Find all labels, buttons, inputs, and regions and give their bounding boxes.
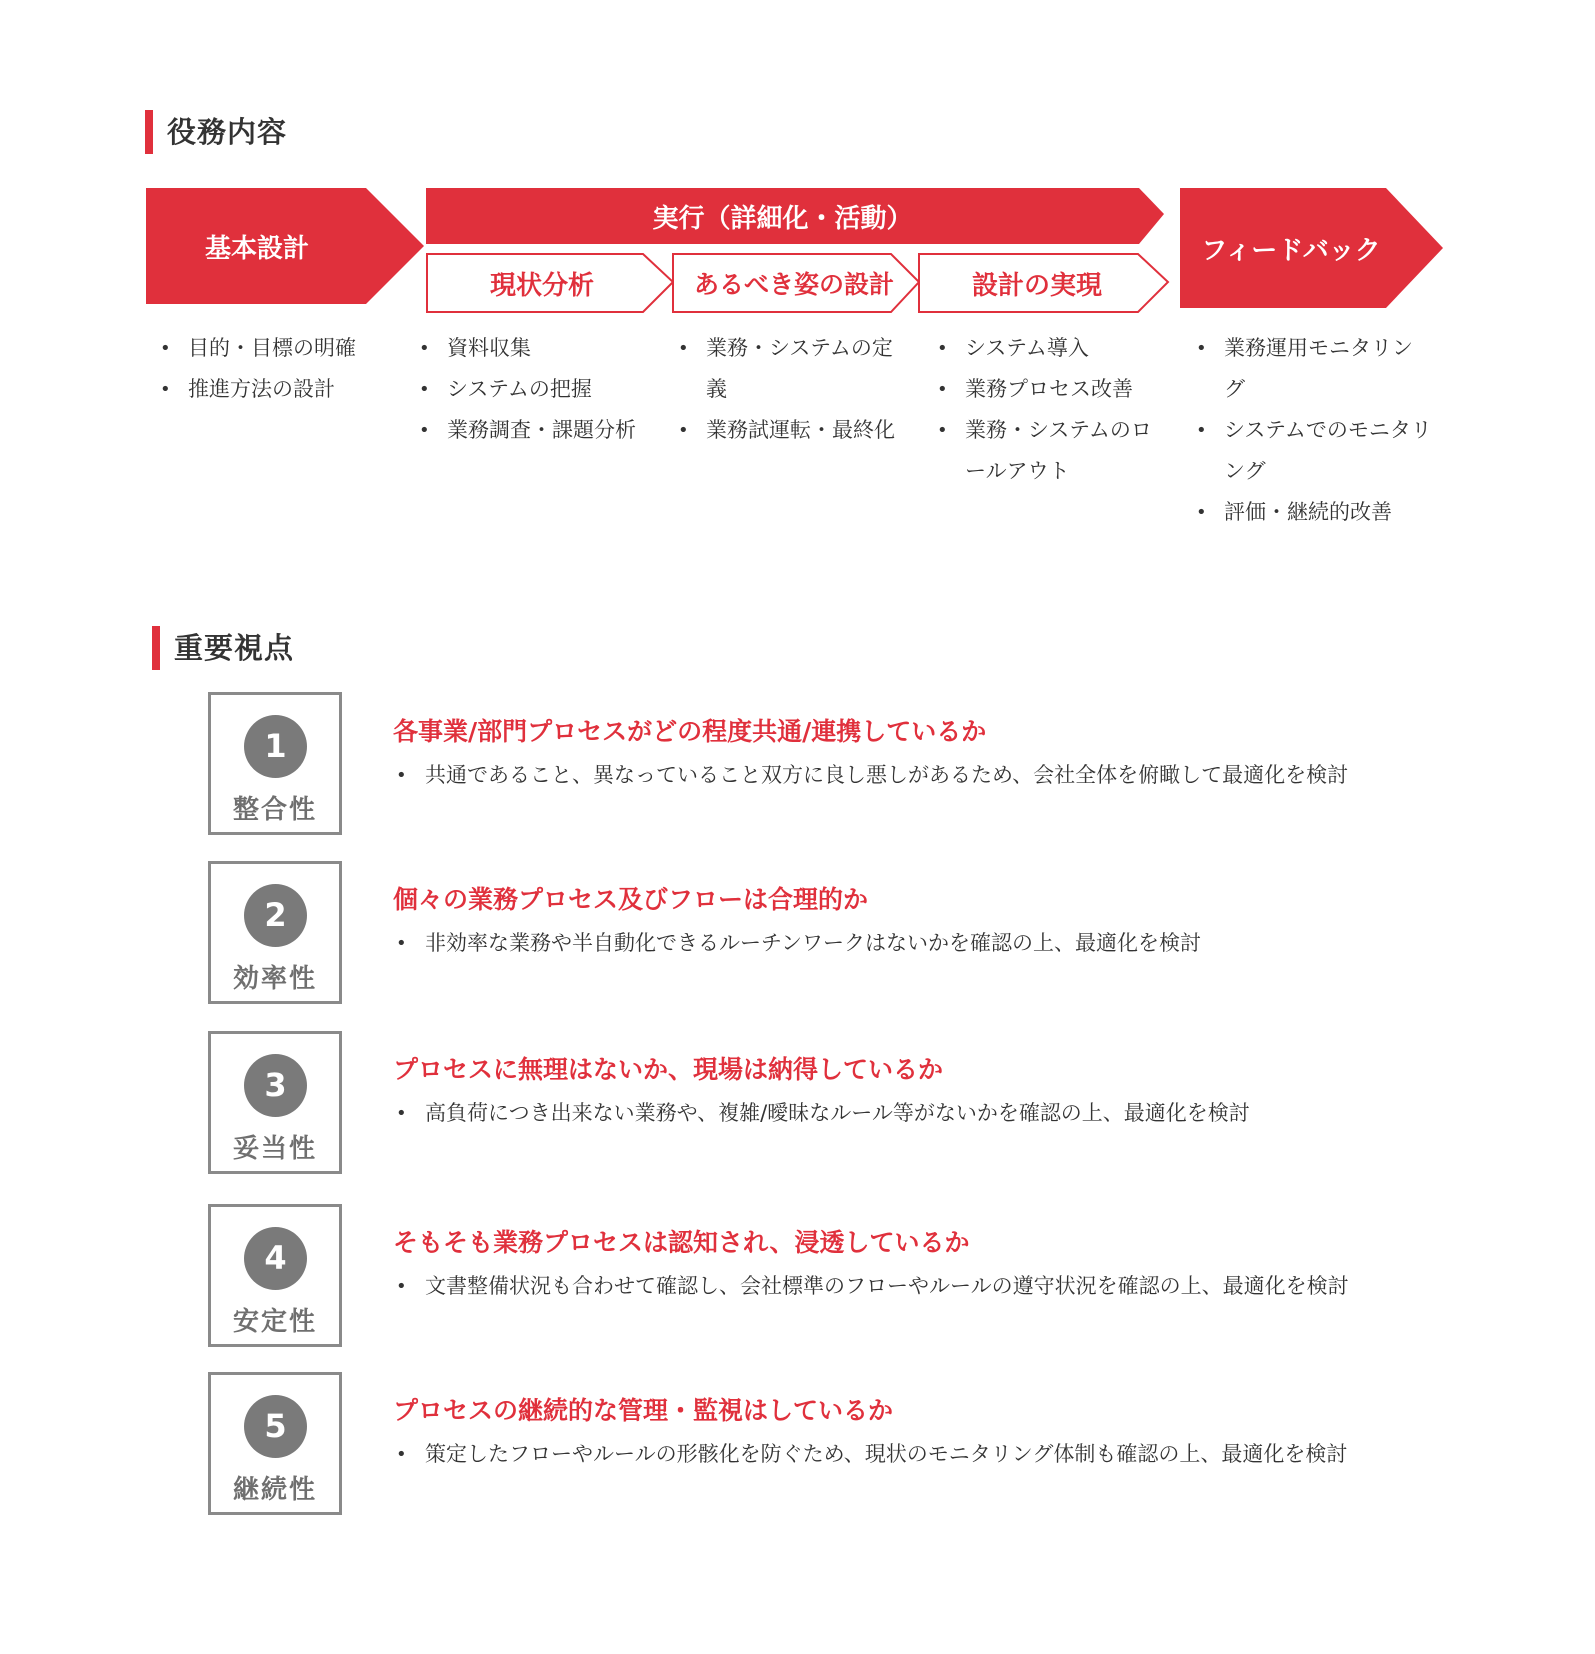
execution-label: 実行（詳細化・活動） bbox=[652, 203, 913, 234]
point-label: 安定性 bbox=[232, 1307, 317, 1337]
ideal-design-bullets bbox=[674, 328, 904, 451]
feedback-label: フィードバック bbox=[1201, 235, 1381, 266]
list-item: • システムでのモニタリング bbox=[1192, 410, 1432, 492]
list-item: • 業務プロセス改善 bbox=[933, 369, 1163, 410]
list-item: • 業務・システムの定義 bbox=[674, 328, 904, 410]
point-description: • 高負荷につき出来ない業務や、複雑/曖昧なルール等がないかを確認の上、最適化を検討 bbox=[393, 1093, 1353, 1134]
point-label: 継続性 bbox=[232, 1475, 317, 1505]
point-heading: プロセスに無理はないか、現場は納得しているか bbox=[393, 1055, 944, 1084]
list-item: • 目的・目標の明確 bbox=[156, 328, 396, 369]
point-box-validity bbox=[208, 1031, 342, 1174]
list-item: • 業務調査・課題分析 bbox=[415, 410, 645, 451]
point-heading: 各事業/部門プロセスがどの程度共通/連携しているか bbox=[393, 717, 987, 746]
basic-design-bullets bbox=[156, 328, 396, 410]
point-label: 効率性 bbox=[232, 964, 317, 994]
point-number-badge: 1 bbox=[244, 715, 307, 778]
point-label: 妥当性 bbox=[232, 1134, 317, 1164]
list-item: • 業務試運転・最終化 bbox=[674, 410, 904, 451]
point-box-efficiency bbox=[208, 861, 342, 1004]
list-item: • 業務・システムのロールアウト bbox=[933, 410, 1163, 492]
section-title-roles: 役務内容 bbox=[145, 110, 287, 154]
list-item: • 業務運用モニタリング bbox=[1192, 328, 1432, 410]
point-description: • 文書整備状況も合わせて確認し、会社標準のフローやルールの遵守状況を確認の上、最適化を検討 bbox=[393, 1266, 1353, 1307]
ideal-design-label: あるべき姿の設計 bbox=[693, 270, 894, 299]
point-number-badge: 4 bbox=[244, 1227, 307, 1290]
feedback-bullets bbox=[1192, 328, 1432, 533]
list-item: • システム導入 bbox=[933, 328, 1163, 369]
current-analysis-bullets bbox=[415, 328, 645, 451]
point-box-consistency bbox=[208, 692, 342, 835]
point-number-badge: 5 bbox=[244, 1395, 307, 1458]
point-description: • 非効率な業務や半自動化できるルーチンワークはないかを確認の上、最適化を検討 bbox=[393, 923, 1353, 964]
list-item: • 推進方法の設計 bbox=[156, 369, 396, 410]
point-box-stability bbox=[208, 1204, 342, 1347]
basic-design-label: 基本設計 bbox=[204, 233, 309, 264]
point-description: • 共通であること、異なっていること双方に良し悪しがあるため、会社全体を俯瞰して最適化を検討 bbox=[393, 755, 1353, 796]
point-heading: 個々の業務プロセス及びフローは合理的か bbox=[393, 885, 869, 914]
point-description: • 策定したフローやルールの形骸化を防ぐため、現状のモニタリング体制も確認の上、最適化を検討 bbox=[393, 1434, 1353, 1475]
point-number-badge: 2 bbox=[244, 884, 307, 947]
list-item: • 資料収集 bbox=[415, 328, 645, 369]
current-analysis-label: 現状分析 bbox=[489, 270, 594, 301]
point-label: 整合性 bbox=[232, 795, 317, 825]
realization-label: 設計の実現 bbox=[971, 270, 1102, 301]
point-number-badge: 3 bbox=[244, 1054, 307, 1117]
point-box-continuity bbox=[208, 1372, 342, 1515]
point-heading: プロセスの継続的な管理・監視はしているか bbox=[393, 1396, 894, 1425]
section-title-points: 重要視点 bbox=[152, 626, 294, 670]
point-heading: そもそも業務プロセスは認知され、浸透しているか bbox=[393, 1228, 970, 1257]
list-item: • システムの把握 bbox=[415, 369, 645, 410]
realization-bullets bbox=[933, 328, 1163, 492]
list-item: • 評価・継続的改善 bbox=[1192, 492, 1432, 533]
